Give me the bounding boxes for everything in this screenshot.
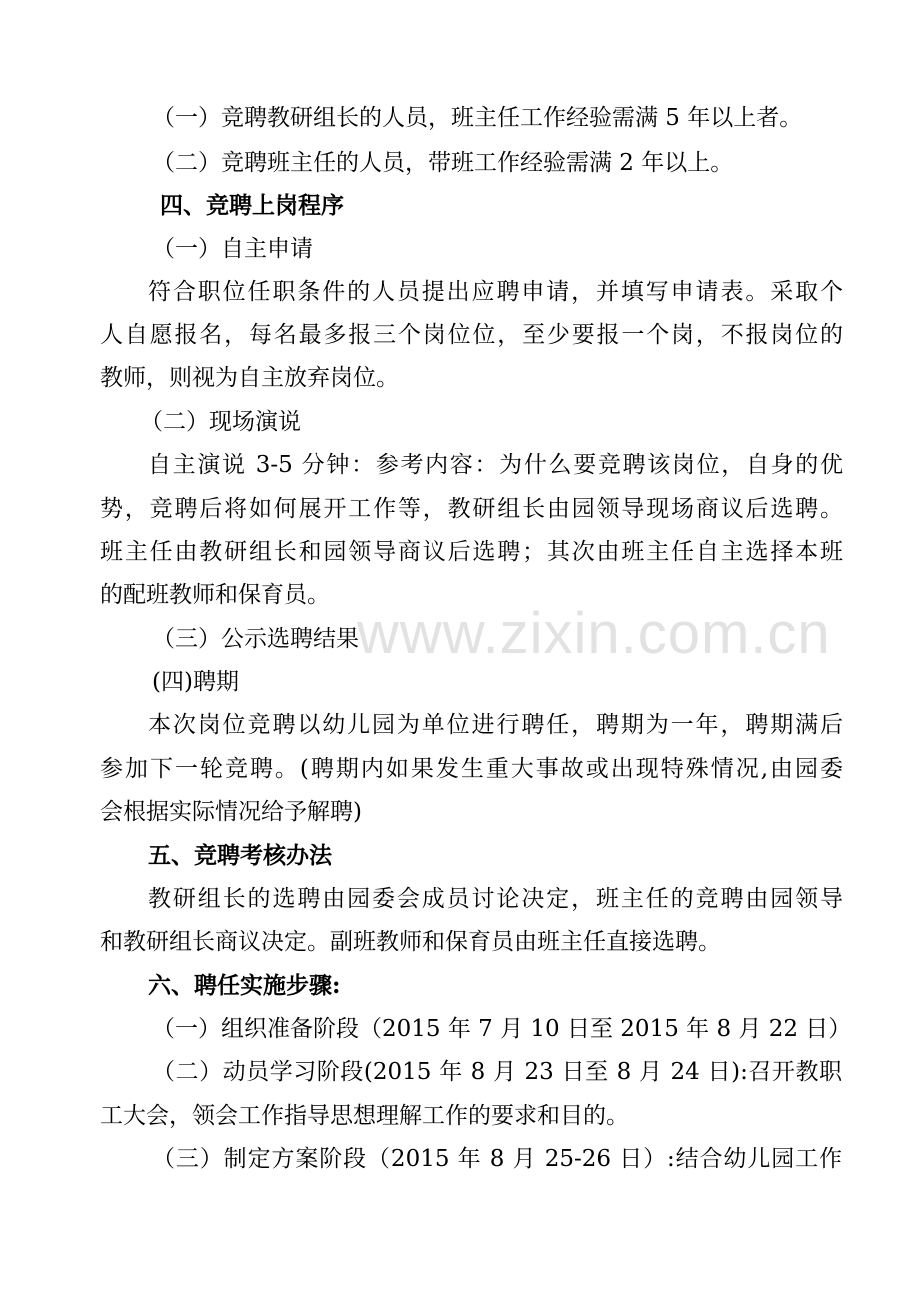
step-line-1: （一）组织准备阶段（2015 年 7 月 10 日至 2015 年 8 月 22 日） (152, 1016, 852, 1042)
watermark-text: www.zixin.com.cn (357, 601, 831, 666)
subheading-term: (四)聘期 (152, 669, 239, 695)
subheading-speech: （二）现场演说 (140, 409, 301, 435)
paragraph-line: 本次岗位竞聘以幼儿园为单位进行聘任，聘期为一年，聘期满后 (148, 712, 843, 738)
paragraph-line: 班主任由教研组长和园领导商议后选聘；其次由班主任自主选择本班 (100, 539, 843, 565)
requirement-line-1: （一）竞聘教研组长的人员，班主任工作经验需满 5 年以上者。 (152, 105, 803, 131)
requirement-line-2: （二）竞聘班主任的人员，带班工作经验需满 2 年以上。 (152, 150, 734, 176)
paragraph-line: 势，竞聘后将如何展开工作等，教研组长由园领导现场商议后选聘。 (100, 496, 843, 522)
section-heading-5: 五、竞聘考核办法 (148, 842, 332, 869)
paragraph-line: 参加下一轮竞聘。(聘期内如果发生重大事故或出现特殊情况,由园委 (100, 756, 843, 782)
paragraph-line: 教师，则视为自主放弃岗位。 (100, 365, 399, 391)
paragraph-line: 会根据实际情况给予解聘) (100, 799, 362, 825)
section-heading-4: 四、竞聘上岗程序 (160, 192, 344, 219)
paragraph-line: 和教研组长商议决定。副班教师和保育员由班主任直接选聘。 (100, 929, 721, 955)
paragraph-line: 人自愿报名，每名最多报三个岗位位，至少要报一个岗，不报岗位的 (100, 322, 843, 348)
subheading-announce: （三）公示选聘结果 (152, 626, 359, 652)
section-heading-6: 六、聘任实施步骤: (148, 972, 341, 999)
subheading-self-apply: （一）自主申请 (152, 236, 313, 262)
step-line-3: （三）制定方案阶段（2015 年 8 月 25-26 日）:结合幼儿园工作 (152, 1146, 842, 1172)
paragraph-line: 教研组长的选聘由园委会成员讨论决定，班主任的竞聘由园领导 (148, 886, 843, 912)
step-line-2: （二）动员学习阶段(2015 年 8 月 23 日至 8 月 24 日):召开教职 (152, 1059, 842, 1085)
paragraph-line: 符合职位任职条件的人员提出应聘申请，并填写申请表。采取个 (148, 279, 843, 305)
paragraph-line: 的配班教师和保育员。 (100, 582, 330, 608)
paragraph-line: 工大会，领会工作指导思想理解工作的要求和目的。 (100, 1103, 629, 1129)
paragraph-line: 自主演说 3-5 分钟：参考内容：为什么要竞聘该岗位，自身的优 (148, 452, 843, 478)
